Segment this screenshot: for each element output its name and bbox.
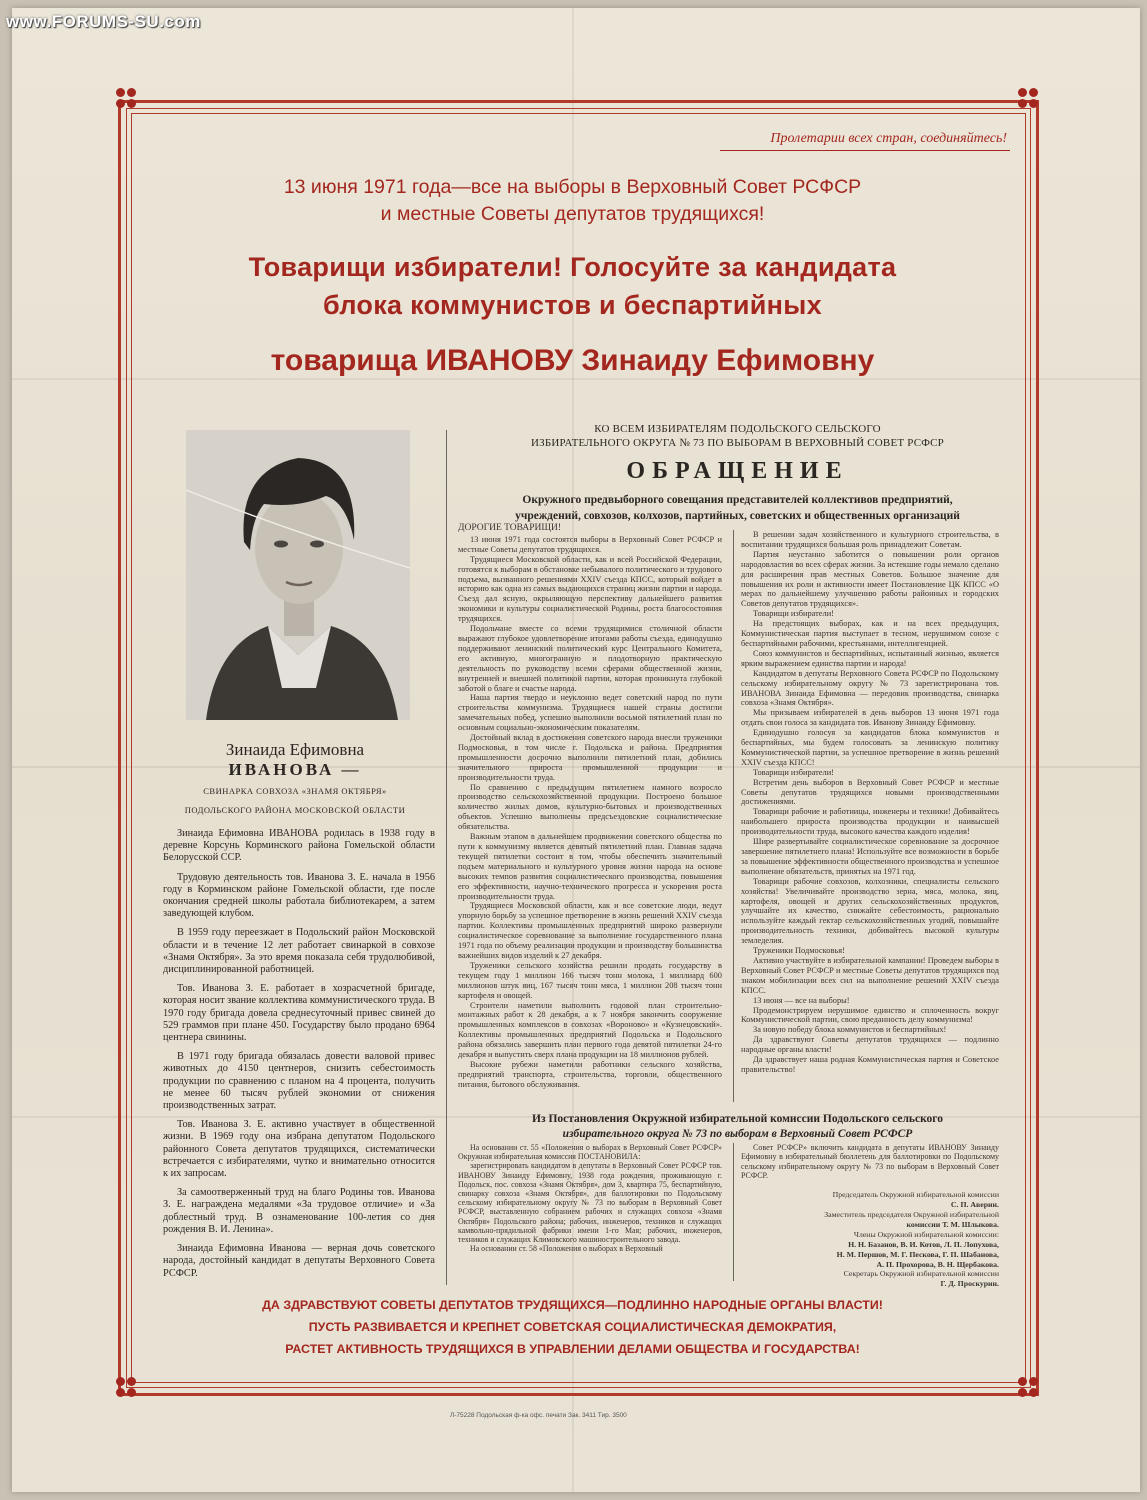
signer-line: Члены Окружной избирательной комиссии:	[853, 1229, 999, 1239]
appeal-paragraph: Да здравствует наша родная Коммунистическая партия и Советское правительство!	[741, 1055, 999, 1074]
resolution-paragraph: Совет РСФСР» включить кандидата в депутаты ИВАНОВУ Зинаиду Ефимовну в избирательный бюллетень для баллотировки по Подольскому сельскому избирательному округу № 73 по выборам в Верховный Совет РСФСР.	[741, 1143, 999, 1180]
watermark-text: www.FORUMS-SU.com	[6, 12, 201, 31]
party-motto: Пролетарии всех стран, соединяйтесь!	[770, 131, 1007, 146]
call-heading-1: Товарищи избиратели! Голосуйте за кандидата	[248, 252, 897, 282]
appeal-address-1: КО ВСЕМ ИЗБИРАТЕЛЯМ ПОДОЛЬСКОГО СЕЛЬСКОГО	[594, 423, 881, 435]
candidate-heading: товарища ИВАНОВУ Зинаиду Ефимовну	[270, 344, 875, 377]
bio-paragraph: В 1971 году бригада обязалась довести валовой привес животных до 4150 центнеров, снизить себестоимость продукции по сравнению с планом на 4 процента, получить не менее 60 тысяч рублей экономии от снижения производственных затрат.	[163, 1051, 435, 1112]
call-heading-2: блока коммунистов и беспартийных	[323, 290, 822, 320]
appeal-paragraph: Да здравствуют Советы депутатов трудящихся — подлинно народные органы власти!	[741, 1035, 999, 1055]
appeal-paragraph: Встретим день выборов в Верховный Совет РСФСР и местные Советы депутатов трудящихся новыми производственными достижениями.	[741, 777, 999, 807]
appeal-paragraph: Активно участвуйте в избирательной кампании! Проведем выборы в Верховный Совет РСФСР и местные Советы депутатов трудящихся под знаком мобилизации всех сил на выполнение решений XXIV съезда КПСС.	[741, 955, 999, 995]
appeal-paragraph: По сравнению с предыдущим пятилетием намного возросло производство сельскохозяйственной продукции. Построено большое количество жилых домов, культурно-бытовых и производственных объектов. Успешно выполнены предсъездовские социалистические обязательства.	[458, 782, 722, 832]
appeal-paragraph: Высокие рубежи наметили работники сельского хозяйства, предприятий транспорта, строительства, торговли, общественного питания, бытового обслуживания.	[458, 1059, 722, 1089]
column-divider	[733, 530, 734, 1102]
appeal-paragraph: Труженики Подмосковья!	[753, 946, 845, 956]
resolution-paragraph: зарегистрировать кандидатом в депутаты в Верховный Совет РСФСР тов. ИВАНОВУ Зинаиду Ефимовну, 1938 года рождения, проживающую г. Подольск, пос. совхоза «Знамя Октября», дом 3, квартира 75, беспартийную, свинарку совхоза «Знамя Октября», для баллотировки по Подольскому сельскому избирательному округу № 73 по выборам в Верховный Совет РСФСР, выставленную собранием рабочих и служащих совхоза «Знамя Октября» Подольского района; рабочих, инженеров, техников и служащих камвольно-прядильной фабрики имени 1-го Мая; рабочих, инженеров, техников и служащих Климовского машиностроительного завода.	[458, 1161, 722, 1245]
appeal-column-left	[458, 524, 722, 1090]
signer-line: Н. Н. Базанов, В. И. Котов, Л. П. Лопухова,	[848, 1239, 999, 1249]
candidate-surname: ИВАНОВА —	[228, 760, 362, 779]
closing-slogan-3: РАСТЕТ АКТИВНОСТЬ ТРУДЯЩИХСЯ В УПРАВЛЕНИИ ДЕЛАМИ ОБЩЕСТВА И ГОСУДАРСТВА!	[285, 1342, 860, 1356]
appeal-paragraph: Партия неустанно заботится о повышении роли органов народовластия во всех сферах жизни. За истекшие годы немало сделано для расширения прав местных Советов. Большое значение для повышения их роли и активности имеет Постановление ЦК КПСС «О мерах по дальнейшему улучшению работы районных и городских Советов депутатов трудящихся».	[741, 549, 999, 609]
appeal-greeting: ДОРОГИЕ ТОВАРИЩИ!	[458, 523, 562, 533]
appeal-paragraph: Товарищи избиратели!	[753, 609, 834, 619]
resolution-paragraph: На основании ст. 55 «Положения о выборах в Верховный Совет РСФСР» Окружная избирательная комиссия ПОСТАНОВИЛА:	[458, 1143, 722, 1162]
appeal-paragraph: Трудящиеся Московской области, как и все советские люди, ведут упорную борьбу за успешное претворение в жизнь решений XXIV съезда партии. Коллективы промышленных предприятий широко развернули социалистическое соревнование за выполнение государственного плана 1971 года по объему реализации продукции и производству большинства важнейших видов изделий к 27 декабря.	[458, 901, 722, 960]
appeal-paragraph: Строители наметили выполнить годовой план строительно-монтажных работ к 28 декабря, а к 7 ноября закончить сооружение промышленных комплексов в совхозах «Вороново» и «Кузнецовский». Коллективы промышленных предприятий Подольска и Подольского района обязались завершить план первого года девятой пятилетки 24-го декабря и выпустить сверх плана продукции на 18 миллионов рублей.	[458, 1000, 722, 1060]
candidate-photo	[186, 430, 410, 720]
appeal-paragraph: За новую победу блока коммунистов и беспартийных!	[753, 1025, 947, 1035]
signer-line: А. П. Прохорова, В. Н. Щербакова.	[876, 1259, 999, 1269]
resolution-title-2: избирательного округа № 73 по выборам в Верховный Совет РСФСР	[562, 1128, 913, 1140]
corner-ornament-icon	[116, 1377, 138, 1399]
resolution-paragraph: На основании ст. 58 «Положения о выборах в Верховный	[470, 1244, 663, 1254]
appeal-source-1: Окружного предвыборного совещания представителей коллективов предприятий,	[522, 494, 953, 506]
appeal-paragraph: Союз коммунистов и беспартийных, испытанный жизнью, является ярким выражением единства партии и народа!	[741, 648, 999, 668]
corner-ornament-icon	[1018, 88, 1040, 110]
appeal-paragraph: Единодушно голосуя за кандидатов блока коммунистов и беспартийных, мы будем голосовать за ленинскую политику Коммунистической партии, за успешное претворение в жизнь решений XXIV съезда КПСС!	[741, 728, 999, 767]
bio-paragraph: В 1959 году переезжает в Подольский район Московской области и в течение 12 лет работает свинаркой в совхозе «Знамя Октября». За это время показала себя трудолюбивой, дисциплинированной работницей.	[163, 927, 435, 976]
appeal-paragraph: Важным этапом в дальнейшем продвижении советского общества по пути к коммунизму является девятый пятилетний план. Главная задача текущей пятилетки состоит в том, чтобы обеспечить значительный подъем материального и культурного уровня жизни народа на основе высоких темпов развития социалистического производства, повышения его эффективности, научно-технического прогресса и ускорения роста производительности труда.	[458, 832, 722, 901]
appeal-column-right	[741, 530, 999, 1075]
signer-line: Г. Д. Проскурин.	[940, 1279, 999, 1289]
appeal-paragraph: Шире развертывайте социалистическое соревнование за досрочное завершение пятилетнего плана! Используйте все возможности в борьбе за повышение эффективности общественного производства и успешное выполнение обязательств, принятых на 1971 год.	[741, 837, 999, 876]
signer-line: комиссии Т. М. Шлыкова.	[906, 1219, 999, 1229]
bio-paragraph: Трудовую деятельность тов. Иванова З. Е. начала в 1956 году в Корминском районе Гомельской области, где после окончания средней школы работала библиотекарем, а затем заведующей клубом.	[163, 871, 435, 920]
candidate-biography	[163, 828, 435, 1287]
closing-slogan-2: ПУСТЬ РАЗВИВАЕТСЯ И КРЕПНЕТ СОВЕТСКАЯ СОЦИАЛИСТИЧЕСКАЯ ДЕМОКРАТИЯ,	[308, 1320, 837, 1334]
printer-imprint: Л-75228 Подольская ф-ка офс. печати Зак. 3411 Тир. 3500	[450, 1412, 627, 1419]
appeal-paragraph: В решении задач хозяйственного и культурного строительства, в воспитании трудящихся большая роль принадлежит Советам.	[741, 530, 999, 549]
appeal-paragraph: Мы призываем избирателей в день выборов 13 июня 1971 года отдать свои голоса за кандидата тов. Иванову Зинаиду Ефимовну.	[741, 708, 999, 728]
appeal-address-2: ИЗБИРАТЕЛЬНОГО ОКРУГА № 73 ПО ВЫБОРАМ В ВЕРХОВНЫЙ СОВЕТ РСФСР	[531, 437, 944, 449]
signer-line: Секретарь Окружной избирательной комиссии	[843, 1269, 999, 1279]
bio-paragraph: Тов. Иванова З. Е. работает в хозрасчетной бригаде, которая носит звание коллектива коммунистического труда. В 1970 году бригада довела среднесуточный привес свиней до 529 граммов при плане 450. Государству было продано 6964 центнера свинины.	[163, 983, 435, 1044]
appeal-paragraph: Товарищи избиратели!	[753, 767, 834, 777]
commission-signatures	[741, 1190, 999, 1289]
appeal-paragraph: Товарищи рабочие совхозов, колхозники, специалисты сельского хозяйства! Увеличивайте производство зерна, мяса, молока, яиц, картофеля, овощей и других сельскохозяйственных продуктов, улучшайте их качество, снижайте себестоимость, рационально используйте каждый гектар сельскохозяйственных угодий, повышайте производительность техники, добивайтесь высокой культуры земледелия.	[741, 876, 999, 946]
corner-ornament-icon	[116, 88, 138, 110]
appeal-paragraph: Товарищи рабочие и работницы, инженеры и техники! Добивайтесь наибольшего прироста производства продукции и наивысшей производительности труда, высокого качества каждого изделия!	[741, 807, 999, 837]
corner-ornament-icon	[1018, 1377, 1040, 1399]
election-date-line: 13 июня 1971 года—все на выборы в Верховный Совет РСФСР	[283, 176, 862, 198]
election-subtitle: и местные Советы депутатов трудящихся!	[380, 203, 765, 225]
candidate-location: ПОДОЛЬСКОГО РАЙОНА МОСКОВСКОЙ ОБЛАСТИ	[184, 805, 406, 815]
appeal-paragraph: 13 июня 1971 года состоятся выборы в Верховный Совет РСФСР и местные Советы депутатов трудящихся.	[458, 534, 722, 554]
appeal-paragraph: Труженики сельского хозяйства решили продать государству в текущем году 1 миллион 166 тысяч тонн молока, 1 миллиард 600 миллионов штук яиц, 167 тысяч тонн мяса, 1 миллион 208 тысяч тонн картофеля и овощей.	[458, 960, 722, 1000]
motto-underline	[720, 150, 1010, 151]
bio-paragraph: Зинаида Ефимовна Иванова — верная дочь советского народа, достойный кандидат в депутаты Верховного Совета РСФСР.	[163, 1243, 435, 1279]
closing-slogan-1: ДА ЗДРАВСТВУЮТ СОВЕТЫ ДЕПУТАТОВ ТРУДЯЩИХСЯ—ПОДЛИННО НАРОДНЫЕ ОРГАНЫ ВЛАСТИ!	[262, 1298, 883, 1312]
appeal-source-2: учреждений, совхозов, колхозов, партийных, советских и общественных организаций	[515, 510, 960, 522]
column-divider	[446, 430, 447, 1285]
bio-paragraph: Зинаида Ефимовна ИВАНОВА родилась в 1938 году в деревне Корсунь Корминского района Гомельской области Белорусской ССР.	[163, 828, 435, 864]
bio-paragraph: За самоотверженный труд на благо Родины тов. Иванова З. Е. награждена медалями «За трудовое отличие» и «За доблестный труд. В ознаменование 100-летия со дня рождения В. И. Ленина».	[163, 1187, 435, 1235]
resolution-column-left	[458, 1143, 722, 1253]
signer-line: С. П. Аверин.	[950, 1200, 999, 1210]
resolution-title-1: Из Постановления Окружной избирательной комиссии Подольского сельского	[532, 1113, 943, 1125]
signer-line: Заместитель председателя Окружной избирательной	[824, 1210, 999, 1219]
appeal-paragraph: Трудящиеся Московской области, как и всей Российской Федерации, готовятся к выборам в обстановке небывалого политического и трудового подъема, вызванного решениями XXIV съезда КПСС, который войдет в историю как одна из самых выдающихся страниц жизни партии и народа. Съезд дал ясную, окрыляющую перспективу дальнейшего развития экономики и культуры социалистической Родины, роста благосостояния трудящихся.	[458, 554, 722, 624]
resolution-column-right	[741, 1143, 999, 1289]
candidate-first-names: Зинаида Ефимовна	[225, 740, 365, 759]
signer-line: Председатель Окружной избирательной комиссии	[832, 1190, 999, 1200]
appeal-paragraph: Наша партия твердо и неуклонно ведет советский народ по пути строительства коммунизма. Трудящиеся нашей страны достигли замечательных побед, успешно выполнили восьмой пятилетний план по основным социально-экономическим показателям.	[458, 693, 722, 733]
column-divider	[733, 1143, 734, 1281]
signer-line: Н. М. Першов, М. Г. Пескова, Г. П. Шабанова,	[836, 1249, 999, 1259]
appeal-paragraph: Подольчане вместе со всеми трудящимися столичной области выражают глубокое удовлетворение итогами работы съезда, единодушно поддерживают ленинский политический курс Центрального Комитета, его активную, многогранную и плодотворную практическую деятельность по руководству всеми сферами общественной жизни, внутренней и внешней политикой партии, которая проникнута глубокой заботой о благе и счастье народа.	[458, 624, 722, 693]
appeal-paragraph: Продемонстрируем нерушимое единство и сплоченность вокруг Коммунистической партии, свою преданность делу коммунизма!	[741, 1005, 999, 1025]
appeal-paragraph: Кандидатом в депутаты Верховного Совета РСФСР по Подольскому сельскому избирательному округу № 73 зарегистрирована тов. ИВАНОВА Зинаида Ефимовна — передовик производства, свинарка совхоза «Знамя Октября».	[741, 668, 999, 708]
candidate-position: СВИНАРКА СОВХОЗА «ЗНАМЯ ОКТЯБРЯ»	[203, 786, 387, 796]
appeal-paragraph: Достойный вклад в достижения советского народа внесли труженики Подмосковья, в том числе г. Подольска и района. Предприятия промышленности досрочно выполнили пятилетний план, добились значительного прироста промышленной продукции и производительности труда.	[458, 733, 722, 782]
portrait-photo-icon	[186, 430, 410, 720]
appeal-paragraph: 13 июня — все на выборы!	[753, 995, 850, 1005]
appeal-paragraph: На предстоящих выборах, как и на всех предыдущих, Коммунистическая партия выступает в тесном, нерушимом союзе с беспартийными рабочими, крестьянами, интеллигенцией.	[741, 619, 999, 648]
appeal-title: ОБРАЩЕНИЕ	[626, 458, 849, 484]
bio-paragraph: Тов. Иванова З. Е. активно участвует в общественной жизни. В 1969 году она избрана депутатом Подольского районного Совета депутатов трудящихся, систематически встречается с избирателями, чутко и внимательно относится к их запросам.	[163, 1119, 435, 1180]
